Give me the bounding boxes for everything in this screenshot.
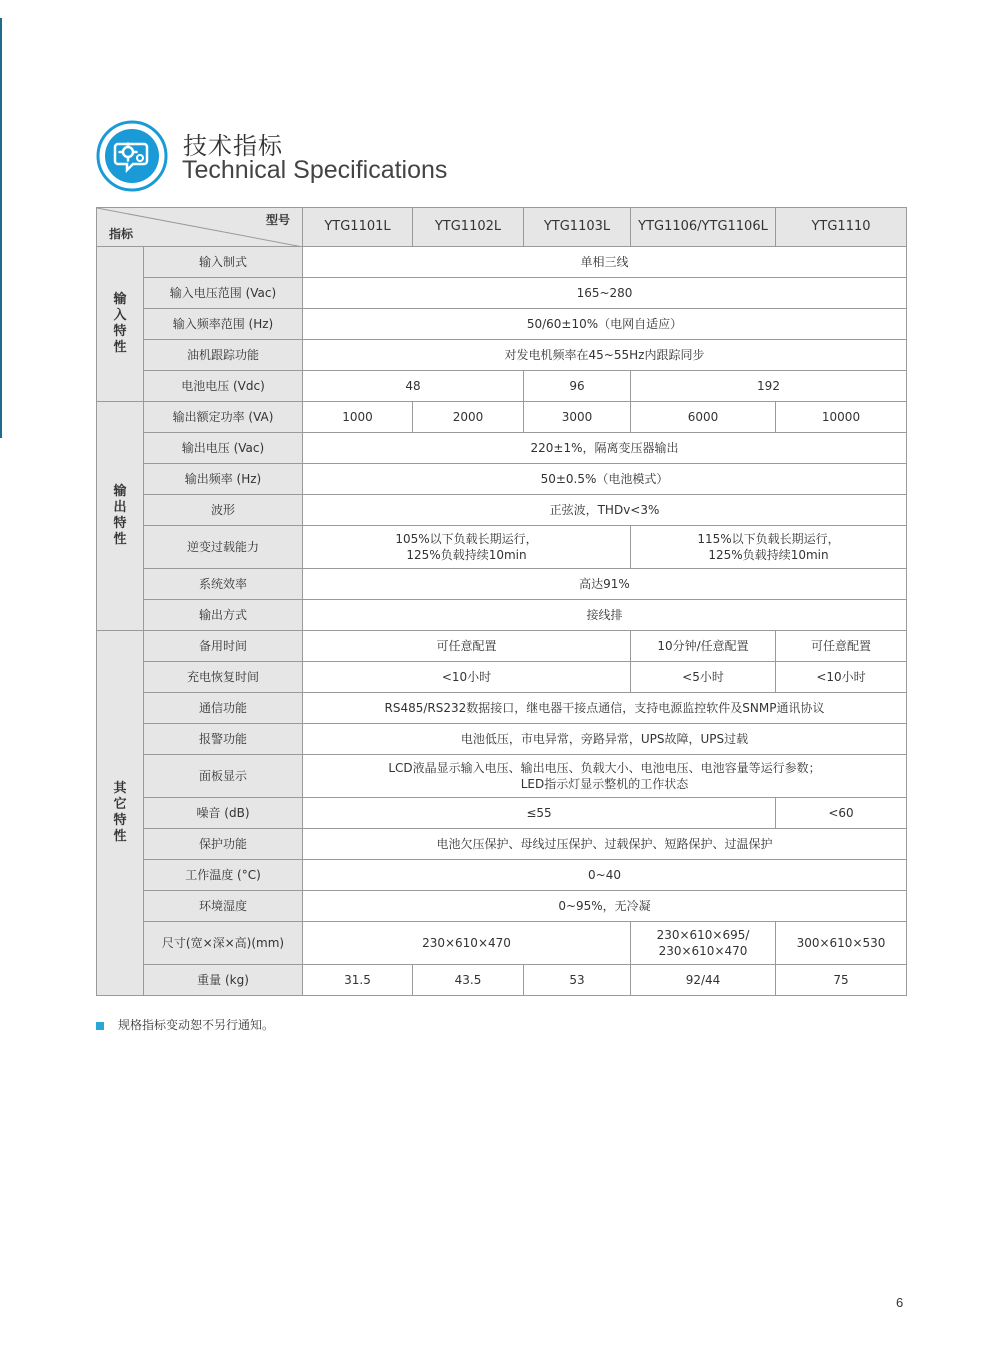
group-input-label: 输入特性 — [97, 247, 144, 402]
table-row — [97, 891, 907, 922]
row-label: 尺寸(宽×深×高)(mm) — [144, 922, 303, 965]
group-other-label: 其它特性 — [97, 631, 144, 996]
row-value: 正弦波，THDv<3% — [303, 495, 907, 526]
row-value: <10小时 — [303, 662, 631, 693]
footnote-text: 规格指标变动恕不另行通知。 — [118, 1018, 275, 1032]
row-value: 43.5 — [413, 965, 524, 996]
row-value: 对发电机频率在45~55Hz内跟踪同步 — [303, 340, 907, 371]
row-label: 工作温度 (°C) — [144, 860, 303, 891]
row-label: 面板显示 — [144, 755, 303, 798]
row-label: 输出电压 (Vac) — [144, 433, 303, 464]
table-row — [97, 631, 907, 662]
row-value — [303, 526, 631, 569]
row-label: 油机跟踪功能 — [144, 340, 303, 371]
row-value: 可任意配置 — [776, 631, 907, 662]
row-value: 电池欠压保护、母线过压保护、过载保护、短路保护、过温保护 — [303, 829, 907, 860]
page-number: 6 — [896, 1295, 904, 1310]
row-value: 75 — [776, 965, 907, 996]
row-label: 逆变过载能力 — [144, 526, 303, 569]
row-value: 96 — [524, 371, 631, 402]
table-row — [97, 433, 907, 464]
row-label: 环境湿度 — [144, 891, 303, 922]
row-value-line: LCD液晶显示输入电压、输出电压、负载大小、电池电压、电池容量等运行参数； — [388, 761, 821, 775]
row-label: 重量 (kg) — [144, 965, 303, 996]
row-value — [631, 526, 907, 569]
corner-label-model: 型号 — [265, 213, 290, 227]
table-row — [97, 371, 907, 402]
row-label: 噪音 (dB) — [144, 798, 303, 829]
row-value: 230×610×470 — [303, 922, 631, 965]
row-value: 0~95%，无冷凝 — [303, 891, 907, 922]
row-value: 2000 — [413, 402, 524, 433]
table-row — [97, 600, 907, 631]
table-row — [97, 965, 907, 996]
table-row — [97, 798, 907, 829]
model-header: YTG1102L — [413, 208, 524, 247]
row-label: 备用时间 — [144, 631, 303, 662]
table-row — [97, 464, 907, 495]
row-value-line: 230×610×470 — [658, 944, 748, 958]
row-value-line: 230×610×695/ — [656, 928, 750, 942]
row-value: 可任意配置 — [303, 631, 631, 662]
page-title-en: Technical Specifications — [182, 156, 448, 184]
table-row — [97, 755, 907, 798]
row-value: <5小时 — [631, 662, 776, 693]
row-value: <60 — [776, 798, 907, 829]
row-label: 报警功能 — [144, 724, 303, 755]
row-value: 1000 — [303, 402, 413, 433]
table-row — [97, 724, 907, 755]
row-label: 输出频率 (Hz) — [144, 464, 303, 495]
table-row — [97, 922, 907, 965]
row-label: 系统效率 — [144, 569, 303, 600]
row-value-line: 105%以下负载长期运行， — [395, 532, 538, 546]
table-row — [97, 829, 907, 860]
gear-settings-icon — [96, 120, 168, 192]
table-row — [97, 402, 907, 433]
table-row — [97, 526, 907, 569]
row-value: 10000 — [776, 402, 907, 433]
row-value: 0~40 — [303, 860, 907, 891]
table-row — [97, 569, 907, 600]
row-value: <10小时 — [776, 662, 907, 693]
row-label: 输入电压范围 (Vac) — [144, 278, 303, 309]
table-row — [97, 247, 907, 278]
row-value-line: LED指示灯显示整机的工作状态 — [520, 777, 689, 791]
row-label: 输出额定功率 (VA) — [144, 402, 303, 433]
table-row — [97, 278, 907, 309]
row-value: 10分钟/任意配置 — [631, 631, 776, 662]
row-value: 单相三线 — [303, 247, 907, 278]
corner-label-spec: 指标 — [109, 227, 134, 241]
table-row — [97, 340, 907, 371]
row-value: 300×610×530 — [776, 922, 907, 965]
model-header: YTG1106/YTG1106L — [631, 208, 776, 247]
row-value: 接线排 — [303, 600, 907, 631]
table-row — [97, 693, 907, 724]
group-output-label: 输出特性 — [97, 402, 144, 631]
row-value: 48 — [303, 371, 524, 402]
row-label: 保护功能 — [144, 829, 303, 860]
row-value: 165~280 — [303, 278, 907, 309]
row-value: ≤55 — [303, 798, 776, 829]
row-value-line: 125%负载持续10min — [406, 548, 527, 562]
table-row — [97, 860, 907, 891]
row-value: RS485/RS232数据接口，继电器干接点通信，支持电源监控软件及SNMP通讯协议 — [303, 693, 907, 724]
row-value — [631, 922, 776, 965]
row-value — [303, 755, 907, 798]
row-label: 输入制式 — [144, 247, 303, 278]
row-label: 通信功能 — [144, 693, 303, 724]
row-value: 92/44 — [631, 965, 776, 996]
row-value: 192 — [631, 371, 907, 402]
page-edge-accent — [0, 18, 2, 438]
bullet-square-icon — [96, 1022, 104, 1030]
model-header: YTG1103L — [524, 208, 631, 247]
table-row — [97, 662, 907, 693]
table-row — [97, 495, 907, 526]
row-value: 电池低压，市电异常，旁路异常，UPS故障，UPS过载 — [303, 724, 907, 755]
row-value: 6000 — [631, 402, 776, 433]
table-row — [97, 309, 907, 340]
row-value: 50/60±10%（电网自适应） — [303, 309, 907, 340]
table-corner-cell — [97, 208, 303, 247]
row-value: 220±1%，隔离变压器输出 — [303, 433, 907, 464]
model-header: YTG1101L — [303, 208, 413, 247]
row-label: 输出方式 — [144, 600, 303, 631]
row-value: 31.5 — [303, 965, 413, 996]
row-value: 高达91% — [303, 569, 907, 600]
footnote — [96, 1016, 274, 1033]
row-value: 3000 — [524, 402, 631, 433]
row-value-line: 115%以下负载长期运行， — [697, 532, 840, 546]
row-label: 波形 — [144, 495, 303, 526]
row-value: 53 — [524, 965, 631, 996]
row-value: 50±0.5%（电池模式） — [303, 464, 907, 495]
spec-table — [96, 207, 907, 996]
row-label: 充电恢复时间 — [144, 662, 303, 693]
model-header: YTG1110 — [776, 208, 907, 247]
page-title-cn: 技术指标 — [183, 132, 283, 160]
row-label: 输入频率范围 (Hz) — [144, 309, 303, 340]
table-header-row — [97, 208, 907, 247]
row-value-line: 125%负载持续10min — [708, 548, 829, 562]
row-label: 电池电压 (Vdc) — [144, 371, 303, 402]
